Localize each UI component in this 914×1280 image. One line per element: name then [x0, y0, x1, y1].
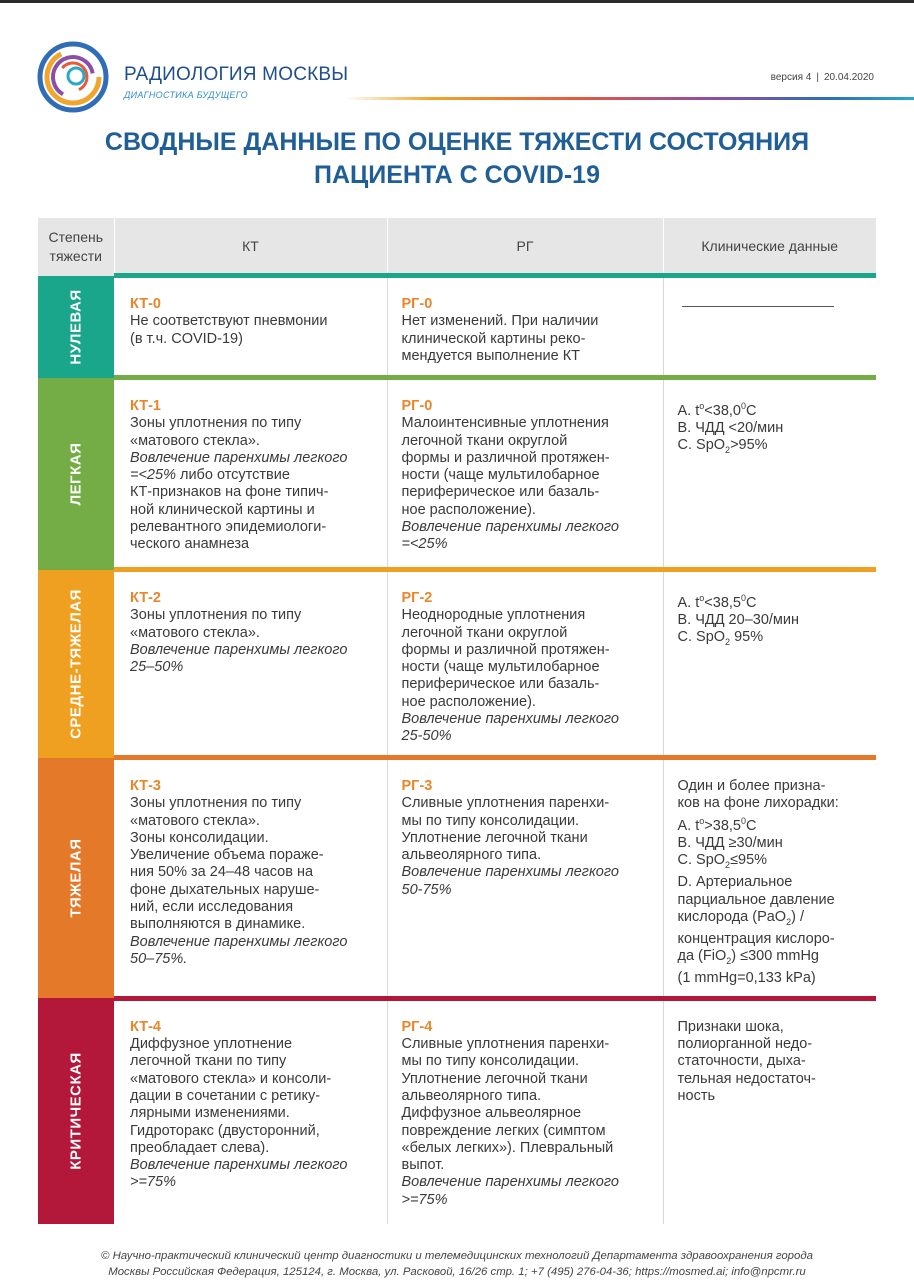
version-label: версия 4 — [770, 72, 812, 83]
text-line: легочной ткани округлой — [401, 432, 568, 449]
text-fragment: C. SpO — [677, 629, 726, 646]
text-line: Диффузное уплотнение — [130, 1036, 293, 1053]
text-line: альвеолярного типа. — [401, 1087, 542, 1104]
rg-code: РГ-0 — [401, 398, 433, 414]
kt-cell — [114, 758, 387, 999]
text-line: Один и более призна- — [677, 778, 826, 794]
severity-label: СРЕДНЕ-ТЯЖЕЛАЯ — [67, 588, 85, 739]
text-line: Зоны уплотнения по типу — [130, 607, 302, 624]
text-line: Не соответствуют пневмонии — [130, 313, 328, 330]
rg-cell — [387, 276, 663, 378]
brand-subtitle: ДИАГНОСТИКА БУДУЩЕГО — [124, 90, 248, 100]
text-line: Вовлечение паренхимы легкого — [401, 864, 619, 881]
header-kt: КТ — [114, 218, 387, 276]
text-line: альвеолярного типа. — [401, 847, 542, 864]
text-fragment: o — [699, 815, 705, 826]
text-fragment: o — [699, 401, 705, 411]
severity-label-cell — [38, 758, 114, 999]
text-line: парциальное давление — [677, 891, 835, 908]
temperature-line — [678, 590, 867, 612]
text-line: Гидроторакс (двусторонний, — [130, 1122, 320, 1139]
respiratory-rate-line: B. ЧДД 20–30/мин — [677, 612, 799, 629]
kt-code: КТ-3 — [130, 778, 161, 794]
table-row — [38, 276, 876, 378]
text-line: =<25% — [401, 536, 448, 553]
text-fragment: либо отсутствие — [175, 467, 290, 484]
text-line: 25-50% — [401, 728, 452, 745]
rg-cell — [387, 998, 663, 1224]
involvement-value: =<25% — [130, 467, 176, 484]
text-fragment: 0 — [740, 815, 746, 826]
severity-label-cell — [38, 998, 114, 1224]
pao2-line — [678, 909, 867, 931]
text-line: 50-75% — [401, 881, 452, 898]
text-fragment: 2 — [726, 956, 732, 967]
clinical-cell — [663, 758, 876, 999]
text-line: Признаки шока, — [677, 1018, 784, 1035]
rg-code: РГ-0 — [401, 296, 433, 312]
rg-cell — [387, 378, 663, 570]
text-line: Вовлечение паренхимы легкого — [130, 933, 348, 950]
text-fragment: да (FiO — [677, 948, 727, 965]
text-line: дации в сочетании с ретику- — [130, 1087, 321, 1104]
page-title — [0, 126, 914, 192]
table-header-row — [38, 218, 876, 276]
text-line: ний, если исследования — [130, 899, 294, 916]
text-line: Вовлечение паренхимы легкого — [401, 1174, 619, 1191]
text-fragment: C — [746, 594, 757, 611]
temperature-line — [678, 398, 867, 420]
text-line: полиорганной недо- — [677, 1036, 813, 1053]
text-fragment: ≤95% — [730, 852, 768, 869]
top-border — [0, 0, 914, 3]
text-line: 25–50% — [130, 659, 184, 676]
involvement-text: Вовлечение паренхимы легкого — [130, 449, 348, 466]
text-line: Вовлечение паренхимы легкого — [401, 711, 619, 728]
severity-label: ТЯЖЕЛАЯ — [67, 838, 85, 918]
brand-name: РАДИОЛОГИЯ МОСКВЫ — [124, 64, 349, 85]
text-fragment: <38,0 — [704, 402, 741, 419]
severity-table — [38, 218, 876, 1224]
title-line-1: СВОДНЫЕ ДАННЫЕ ПО ОЦЕНКЕ ТЯЖЕСТИ СОСТОЯНИЯ — [104, 128, 810, 156]
text-line: Уплотнение легочной ткани — [401, 1070, 588, 1087]
text-line: Неоднородные уплотнения — [401, 607, 586, 624]
text-line: (в т.ч. COVID-19) — [130, 330, 243, 347]
footer — [0, 1248, 914, 1280]
text-line: 50–75%. — [130, 950, 188, 967]
text-fragment: 2 — [725, 859, 731, 870]
text-fragment: A. t — [677, 817, 700, 834]
footer-line-2: Москвы Российская Федерация, 125124, г. Москва, ул. Расковой, 16/26 стр. 1; +7 (495) 276-04-36; https://mosmed.ai; info@npcmr.ru — [108, 1266, 806, 1278]
text-line: формы и различной протяжен- — [401, 449, 610, 466]
text-fragment: C — [746, 402, 757, 419]
text-line: D. Артериальное — [677, 874, 793, 891]
text-line: ности (чаще мультилобарное — [401, 467, 600, 484]
text-line: Диффузное альвеолярное — [401, 1105, 582, 1122]
fio2-line — [678, 948, 867, 970]
text-line: ное расположение). — [401, 693, 536, 710]
text-line: Нет изменений. При наличии — [401, 313, 599, 330]
text-fragment: 0 — [740, 401, 746, 411]
text-line: Зоны уплотнения по типу — [130, 795, 302, 812]
text-line: «матового стекла». — [130, 432, 260, 449]
text-line: Сливные уплотнения паренхи- — [401, 795, 610, 812]
clinical-cell — [663, 276, 876, 378]
kt-cell — [114, 570, 387, 758]
table-row — [38, 378, 876, 570]
kt-code: КТ-4 — [130, 1018, 161, 1035]
rg-code: РГ-2 — [401, 590, 433, 606]
text-line: периферическое или базаль- — [401, 676, 600, 693]
text-line: Вовлечение паренхимы легкого — [130, 1157, 348, 1174]
text-line: повреждение легких (симптом — [401, 1122, 606, 1139]
text-fragment: >38,5 — [704, 817, 741, 834]
text-line: Зоны уплотнения по типу — [130, 415, 302, 432]
severity-label-cell — [38, 378, 114, 570]
text-line: выпот. — [401, 1157, 445, 1174]
version-date: 20.04.2020 — [823, 72, 874, 83]
severity-label-cell — [38, 570, 114, 758]
text-line: Зоны консолидации. — [130, 829, 269, 846]
text-fragment: C. SpO — [677, 437, 726, 454]
text-line: ческого анамнеза — [130, 536, 250, 553]
text-line: ния 50% за 24–48 часов на — [130, 864, 314, 881]
text-line: легочной ткани по типу — [130, 1053, 287, 1070]
clinical-cell — [663, 998, 876, 1224]
clinical-cell — [663, 378, 876, 570]
text-fragment: <38,5 — [704, 594, 741, 611]
version-separator: | — [816, 72, 819, 83]
header-severity — [38, 218, 114, 276]
text-line: >=75% — [130, 1174, 176, 1191]
text-fragment: 95% — [730, 629, 764, 646]
text-fragment: >95% — [730, 437, 768, 454]
text-fragment: 2 — [725, 445, 731, 456]
spo2-line — [678, 852, 867, 874]
respiratory-rate-line: B. ЧДД <20/мин — [677, 420, 784, 437]
respiratory-rate-line: B. ЧДД ≥30/мин — [677, 834, 783, 851]
severity-label: КРИТИЧЕСКАЯ — [67, 1052, 85, 1171]
kt-code: КТ-1 — [130, 398, 161, 414]
rg-code: РГ-4 — [401, 1018, 433, 1035]
text-line: лярными изменениями. — [130, 1105, 290, 1122]
severity-label: НУЛЕВАЯ — [67, 288, 85, 365]
text-line: выполняются в динамике. — [130, 916, 306, 933]
text-fragment: ) / — [791, 908, 804, 925]
text-fragment: A. t — [677, 402, 700, 419]
text-line: Вовлечение паренхимы легкого — [401, 519, 619, 536]
rg-cell — [387, 570, 663, 758]
kt-cell — [114, 998, 387, 1224]
table-row — [38, 570, 876, 758]
text-line: формы и различной протяжен- — [401, 641, 610, 658]
text-fragment: кислорода (PaO — [677, 908, 787, 925]
kt-code: КТ-2 — [130, 590, 161, 606]
text-line: периферическое или базаль- — [401, 484, 600, 501]
text-line: мы по типу консолидации. — [401, 812, 580, 829]
text-fragment: 2 — [786, 916, 792, 927]
text-line: легочной ткани округлой — [401, 624, 568, 641]
text-line: (1 mmHg=0,133 kPa) — [677, 970, 816, 987]
text-line: «матового стекла». — [130, 624, 260, 641]
kt-cell — [114, 276, 387, 378]
header-severity-line-1: Степень — [48, 228, 104, 245]
spo2-line — [678, 437, 867, 459]
text-fragment: o — [699, 593, 705, 603]
header-severity-line-2: тяжести — [49, 247, 102, 264]
text-fragment: C — [746, 817, 757, 834]
text-line: Вовлечение паренхимы легкого — [130, 641, 348, 658]
text-line: концентрация кислоро- — [677, 930, 835, 947]
text-line: ков на фоне лихорадки: — [677, 795, 839, 812]
kt-code: КТ-0 — [130, 296, 161, 312]
rg-cell — [387, 758, 663, 999]
text-line: тельная недостаточ- — [677, 1070, 816, 1087]
text-line: ности (чаще мультилобарное — [401, 659, 600, 676]
rg-code: РГ-3 — [401, 778, 433, 794]
text-line: «матового стекла» и консоли- — [130, 1070, 332, 1087]
text-fragment: 0 — [740, 593, 746, 603]
text-line — [130, 467, 377, 484]
text-fragment: ) ≤300 mmHg — [731, 948, 819, 965]
text-line: Уплотнение легочной ткани — [401, 829, 588, 846]
text-line: Сливные уплотнения паренхи- — [401, 1036, 610, 1053]
clinical-cell — [663, 570, 876, 758]
text-line: ной клинической картины и — [130, 501, 315, 518]
text-line: КТ-признаков на фоне типич- — [130, 484, 329, 501]
table-row — [38, 758, 876, 999]
text-line: «матового стекла». — [130, 812, 260, 829]
text-line: ность — [677, 1087, 716, 1104]
text-line: релевантного эпидемиологи- — [130, 519, 327, 536]
text-line: Увеличение объема пораже- — [130, 847, 324, 864]
text-fragment: 2 — [725, 637, 731, 648]
footer-line-1: © Научно-практический клинический центр диагностики и телемедицинских технологий Департамента здравоохранения города — [101, 1250, 813, 1262]
temperature-line — [678, 813, 867, 835]
text-fragment: A. t — [677, 594, 700, 611]
text-line: >=75% — [401, 1191, 448, 1208]
spo2-line — [678, 629, 867, 651]
text-line: фоне дыхательных наруше- — [130, 881, 320, 898]
kt-cell — [114, 378, 387, 570]
text-line: клинической картины реко- — [401, 330, 586, 347]
text-line: Малоинтенсивные уплотнения — [401, 415, 609, 432]
text-line: «белых легких»). Плевральный — [401, 1139, 614, 1156]
severity-label: ЛЕГКАЯ — [67, 442, 85, 505]
text-line: мы по типу консолидации. — [401, 1053, 580, 1070]
text-line: ное расположение). — [401, 501, 536, 518]
title-line-2: ПАЦИЕНТА С COVID-19 — [314, 161, 600, 189]
text-fragment: C. SpO — [677, 852, 726, 869]
version-info — [771, 72, 874, 83]
header-rg: РГ — [387, 218, 663, 276]
header-clinical: Клинические данные — [663, 218, 876, 276]
text-line: мендуется выполнение КТ — [401, 347, 581, 364]
empty-dash — [682, 306, 834, 307]
header-gradient-line — [345, 97, 914, 100]
table-row — [38, 998, 876, 1224]
text-line: преобладает слева). — [130, 1139, 270, 1156]
text-line: статочности, дыха- — [677, 1053, 806, 1070]
severity-label-cell — [38, 276, 114, 378]
radiology-moscow-logo-icon — [36, 40, 110, 114]
